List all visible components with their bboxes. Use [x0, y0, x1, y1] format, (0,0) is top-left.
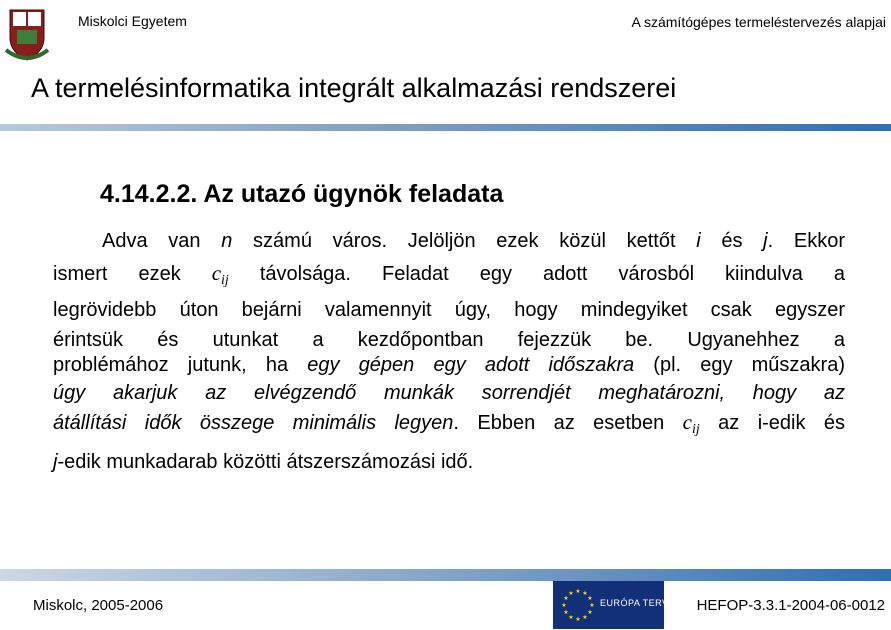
- svg-text:★: ★: [587, 609, 593, 616]
- text-run: számú város. Jelöljön ezek közül kettőt: [232, 230, 697, 252]
- svg-text:★: ★: [568, 590, 574, 597]
- paragraph-line: [53, 353, 845, 377]
- svg-text:★: ★: [582, 590, 588, 597]
- text-run: az i-edik és: [699, 412, 845, 434]
- text-run: érintsük és utunkat a kezdőpontban fejezzük be. Ugyanehhez a: [53, 329, 845, 351]
- paragraph-line: [53, 261, 845, 288]
- svg-text:★: ★: [563, 595, 569, 602]
- svg-text:★: ★: [575, 616, 581, 623]
- text-run: (pl. egy műszakra): [634, 354, 845, 376]
- svg-text:★: ★: [582, 614, 588, 621]
- footer-place-date: Miskolc, 2005-2006: [33, 597, 164, 614]
- formula-c-ij: $c_{ij}$: [211, 261, 229, 288]
- paragraph-line: [53, 298, 845, 322]
- text-run: problémához jutunk, ha: [53, 354, 308, 376]
- university-name: Miskolci Egyetem: [78, 13, 187, 29]
- university-crest-logo: [4, 0, 50, 64]
- logo-text: EURÓPA TERV: [600, 598, 669, 608]
- text-run: távolsága. Feladat egy adott városból kiindulva a: [228, 263, 845, 285]
- svg-text:★: ★: [568, 614, 574, 621]
- course-title: A számítógépes termeléstervezés alapjai: [631, 14, 886, 30]
- svg-text:★: ★: [563, 609, 569, 616]
- formula-c-ij: $c_{ij}$: [682, 410, 700, 437]
- project-code: HEFOP-3.3.1-2004-06-0012: [696, 597, 885, 614]
- italic-text: i: [696, 230, 701, 252]
- italic-text: j: [53, 451, 58, 473]
- text-run: ismert ezek: [53, 263, 212, 285]
- header-divider: [0, 124, 891, 131]
- italic-text: n: [221, 230, 233, 252]
- paragraph-line: [53, 381, 845, 405]
- text-run: és: [700, 230, 764, 252]
- svg-text:★: ★: [575, 588, 581, 595]
- paragraph-line: [53, 450, 845, 474]
- italic-text: egy gépen egy adott időszakra: [307, 354, 635, 376]
- text-run: -edik munkadarab közötti átszerszámozási idő.: [57, 451, 474, 473]
- italic-text: j: [763, 230, 768, 252]
- text-run: . Ekkor: [767, 230, 845, 252]
- page-title: A termelésinformatika integrált alkalmazási rendszerei: [31, 73, 677, 103]
- text-run: legrövidebb úton bejárni valamennyit úgy, hogy mindegyiket csak egyszer: [53, 299, 845, 321]
- svg-text:★: ★: [561, 602, 567, 609]
- eu-stars-icon: [559, 586, 597, 624]
- footer-divider: [0, 569, 891, 581]
- svg-text:★: ★: [589, 602, 595, 609]
- paragraph-line: [53, 328, 845, 352]
- text-run: . Ebben az esetben: [453, 412, 683, 434]
- section-heading: 4.14.2.2. Az utazó ügynök feladata: [100, 180, 504, 208]
- paragraph-line: [53, 229, 845, 253]
- svg-text:★: ★: [587, 595, 593, 602]
- text-run: Adva van: [102, 230, 222, 252]
- europa-terv-logo: [553, 581, 669, 629]
- italic-text: átállítási idők összege minimális legyen: [53, 412, 454, 434]
- italic-text: úgy akarjuk az elvégzendő munkák sorrendjét meghatározni, hogy az: [53, 382, 845, 404]
- paragraph-line: [53, 410, 845, 437]
